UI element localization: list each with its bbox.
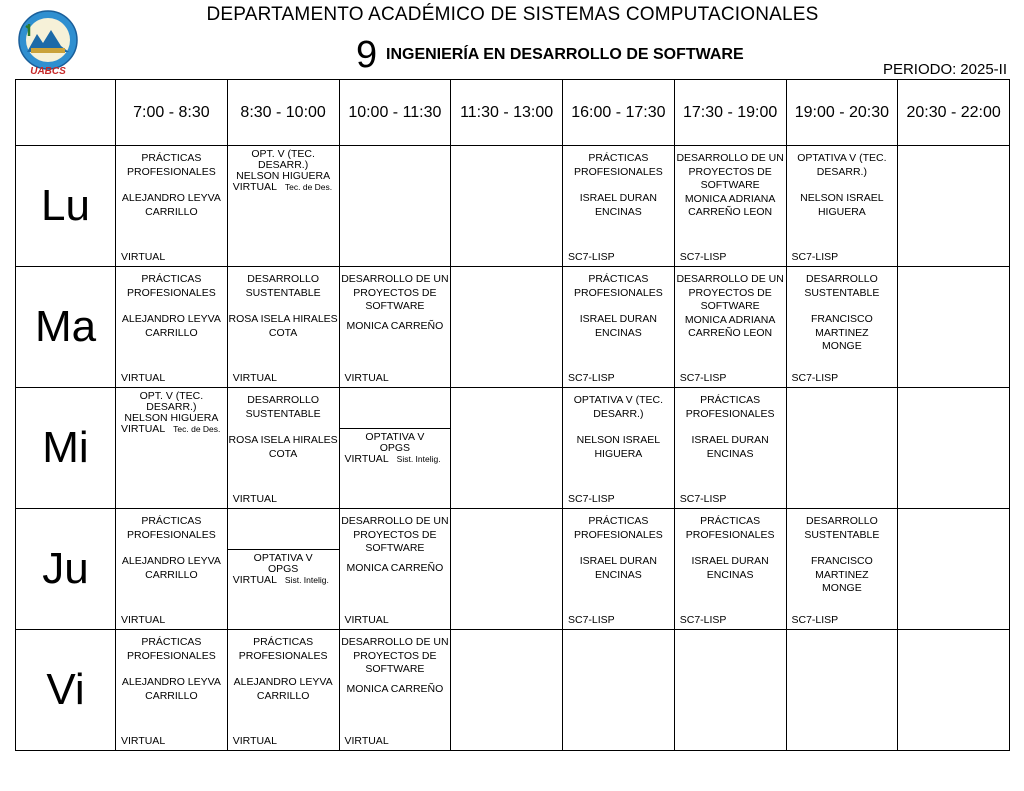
- class-cell: [674, 267, 786, 388]
- subject: OPTATIVA V (TEC. DESARR.): [797, 152, 887, 178]
- day-label: Vi: [16, 630, 116, 751]
- day-row-ma: [16, 267, 1010, 388]
- teacher: ALEJANDRO LEYVA CARRILLO: [121, 192, 221, 218]
- subject: PRÁCTICAS PROFESIONALES: [127, 515, 216, 541]
- teacher: MONICA CARREÑO: [346, 561, 444, 574]
- room: SC7-LISP: [791, 613, 839, 626]
- day-label: Mi: [16, 388, 116, 509]
- elective-title: OPT. V (TEC. DESARR.): [251, 148, 315, 171]
- room: SC7-LISP: [679, 371, 727, 384]
- room: SC7-LISP: [568, 371, 615, 384]
- room: VIRTUAL Sist. Intelig.: [232, 574, 329, 586]
- class-cell: [227, 509, 339, 630]
- teacher: FRANCISCO MARTINEZ MONGE: [810, 313, 873, 352]
- elective-title: OPTATIVA V: [253, 552, 313, 564]
- room: VIRTUAL Sist. Intelig.: [344, 453, 441, 465]
- time-slot-header: 10:00 - 11:30: [339, 80, 451, 146]
- time-slot-header: 19:00 - 20:30: [786, 80, 898, 146]
- day-label: Ju: [16, 509, 116, 630]
- class-cell: [786, 146, 898, 267]
- empty-cell: [563, 630, 675, 751]
- teacher: ISRAEL DURAN ENCINAS: [579, 555, 657, 581]
- uabcs-logo: [15, 10, 83, 76]
- subject: PRÁCTICAS PROFESIONALES: [127, 152, 216, 178]
- subject: PRÁCTICAS PROFESIONALES: [685, 515, 775, 541]
- room: VIRTUAL: [121, 371, 166, 384]
- subject: OPTATIVA V (TEC. DESARR.): [573, 394, 663, 420]
- day-label: Lu: [16, 146, 116, 267]
- empty-cell: [786, 388, 898, 509]
- room: VIRTUAL: [121, 734, 166, 747]
- class-cell: [786, 509, 898, 630]
- subject: PRÁCTICAS PROFESIONALES: [685, 394, 775, 420]
- teacher: ISRAEL DURAN ENCINAS: [579, 313, 657, 339]
- subject: PRÁCTICAS PROFESIONALES: [574, 515, 663, 541]
- time-slot-header: 16:00 - 17:30: [563, 80, 675, 146]
- time-header-row: [16, 80, 1010, 146]
- room: SC7-LISP: [679, 250, 727, 263]
- elective-title: OPTATIVA V: [365, 431, 425, 443]
- class-cell: [674, 146, 786, 267]
- elective-teacher: NELSON HIGUERA: [236, 170, 331, 182]
- elective-block: [228, 549, 339, 593]
- subject: DESARROLLO SUSTENTABLE: [804, 515, 880, 541]
- empty-cell: [451, 388, 563, 509]
- teacher: ALEJANDRO LEYVA CARRILLO: [121, 676, 221, 702]
- time-slot-header: 11:30 - 13:00: [451, 80, 563, 146]
- room: SC7-LISP: [791, 250, 839, 263]
- day-row-mi: [16, 388, 1010, 509]
- teacher: MONICA ADRIANA CARREÑO LEON: [684, 313, 776, 339]
- elective-block: [116, 388, 227, 435]
- empty-cell: [451, 146, 563, 267]
- class-cell: [227, 267, 339, 388]
- time-slot-header: 17:30 - 19:00: [674, 80, 786, 146]
- teacher: ISRAEL DURAN ENCINAS: [691, 555, 769, 581]
- teacher: MONICA ADRIANA CARREÑO LEON: [684, 192, 776, 218]
- empty-cell: [451, 630, 563, 751]
- class-cell: [674, 509, 786, 630]
- area-note: Sist. Intelig.: [284, 575, 329, 585]
- room: SC7-LISP: [568, 250, 615, 263]
- class-cell: [339, 388, 451, 509]
- room: SC7-LISP: [568, 613, 615, 626]
- empty-cell: [451, 267, 563, 388]
- class-cell: [563, 388, 675, 509]
- room: VIRTUAL: [344, 613, 389, 626]
- elective-block: [228, 146, 339, 193]
- teacher: ROSA ISELA HIRALES COTA: [228, 313, 338, 339]
- class-cell: [116, 630, 228, 751]
- schedule-table: [15, 79, 1010, 751]
- class-cell: [563, 267, 675, 388]
- subject: DESARROLLO DE UN PROYECTOS DE SOFTWARE: [341, 636, 449, 675]
- subject: DESARROLLO DE UN PROYECTOS DE SOFTWARE: [341, 515, 449, 554]
- day-label: Ma: [16, 267, 116, 388]
- subject: PRÁCTICAS PROFESIONALES: [127, 636, 216, 662]
- class-cell: [339, 267, 451, 388]
- class-cell: [227, 388, 339, 509]
- elective-teacher: NELSON HIGUERA: [124, 412, 219, 424]
- room: VIRTUAL: [344, 734, 389, 747]
- class-cell: [116, 267, 228, 388]
- room: VIRTUAL Tec. de Des.: [121, 423, 221, 435]
- class-cell: [339, 509, 451, 630]
- room: SC7-LISP: [568, 492, 615, 505]
- period: [883, 61, 1007, 78]
- teacher: ALEJANDRO LEYVA CARRILLO: [121, 313, 221, 339]
- room: VIRTUAL: [121, 250, 166, 263]
- subject: PRÁCTICAS PROFESIONALES: [574, 152, 663, 178]
- subject: DESARROLLO SUSTENTABLE: [804, 273, 880, 299]
- class-cell: [674, 388, 786, 509]
- room: VIRTUAL: [232, 492, 277, 505]
- empty-cell: [898, 509, 1010, 630]
- department-title: DEPARTAMENTO ACADÉMICO DE SISTEMAS COMPUTACIONALES: [206, 4, 819, 25]
- class-cell: [786, 267, 898, 388]
- class-cell: [563, 146, 675, 267]
- day-row-vi: [16, 630, 1010, 751]
- teacher: NELSON ISRAEL HIGUERA: [576, 434, 661, 460]
- elective-block: [340, 428, 451, 472]
- subject: PRÁCTICAS PROFESIONALES: [574, 273, 663, 299]
- teacher: ALEJANDRO LEYVA CARRILLO: [121, 555, 221, 581]
- room: VIRTUAL: [344, 371, 389, 384]
- time-slot-header: 8:30 - 10:00: [227, 80, 339, 146]
- corner-cell: [16, 80, 116, 146]
- room: SC7-LISP: [679, 492, 727, 505]
- empty-cell: [898, 630, 1010, 751]
- room: SC7-LISP: [791, 371, 839, 384]
- class-cell: [227, 630, 339, 751]
- subject: DESARROLLO SUSTENTABLE: [245, 394, 321, 420]
- class-cell: [116, 146, 228, 267]
- empty-cell: [786, 630, 898, 751]
- subject: DESARROLLO DE UN PROYECTOS DE SOFTWARE: [341, 273, 449, 312]
- subject: DESARROLLO DE UN PROYECTOS DE SOFTWARE: [676, 273, 784, 312]
- subject: PRÁCTICAS PROFESIONALES: [238, 636, 328, 662]
- room: VIRTUAL: [121, 613, 166, 626]
- area-note: Tec. de Des.: [173, 424, 221, 434]
- day-row-ju: [16, 509, 1010, 630]
- area-note: Sist. Intelig.: [396, 454, 441, 464]
- class-cell: [116, 509, 228, 630]
- class-cell: [227, 146, 339, 267]
- period-value: 2025-II: [960, 61, 1007, 78]
- subject: DESARROLLO SUSTENTABLE: [245, 273, 321, 299]
- period-label: PERIODO:: [882, 61, 957, 78]
- room: SC7-LISP: [679, 613, 727, 626]
- elective-code: OPGS: [379, 442, 411, 454]
- elective-code: OPGS: [267, 563, 299, 575]
- class-cell: [339, 630, 451, 751]
- day-row-lu: [16, 146, 1010, 267]
- room: VIRTUAL: [232, 371, 277, 384]
- room: VIRTUAL Tec. de Des.: [232, 181, 333, 193]
- subject: DESARROLLO DE UN PROYECTOS DE SOFTWARE: [676, 152, 784, 191]
- room: VIRTUAL: [232, 734, 277, 747]
- empty-cell: [898, 146, 1010, 267]
- elective-title: OPT. V (TEC. DESARR.): [139, 390, 204, 413]
- teacher: MONICA CARREÑO: [346, 319, 444, 332]
- empty-cell: [898, 388, 1010, 509]
- area-note: Tec. de Des.: [284, 182, 333, 192]
- semester-number: 9: [356, 34, 378, 76]
- teacher: ISRAEL DURAN ENCINAS: [691, 434, 769, 460]
- teacher: NELSON ISRAEL HIGUERA: [800, 192, 884, 218]
- time-slot-header: 7:00 - 8:30: [116, 80, 228, 146]
- teacher: ALEJANDRO LEYVA CARRILLO: [233, 676, 333, 702]
- subject: PRÁCTICAS PROFESIONALES: [127, 273, 216, 299]
- empty-cell: [674, 630, 786, 751]
- class-cell: [563, 509, 675, 630]
- teacher: ROSA ISELA HIRALES COTA: [228, 434, 338, 460]
- teacher: FRANCISCO MARTINEZ MONGE: [810, 555, 873, 594]
- class-cell: [116, 388, 228, 509]
- empty-cell: [451, 509, 563, 630]
- empty-cell: [339, 146, 451, 267]
- svg-text:UABCS: UABCS: [30, 66, 66, 76]
- empty-cell: [898, 267, 1010, 388]
- career-title: INGENIERÍA EN DESARROLLO DE SOFTWARE: [386, 46, 744, 63]
- time-slot-header: 20:30 - 22:00: [898, 80, 1010, 146]
- teacher: ISRAEL DURAN ENCINAS: [579, 192, 657, 218]
- teacher: MONICA CARREÑO: [346, 682, 444, 695]
